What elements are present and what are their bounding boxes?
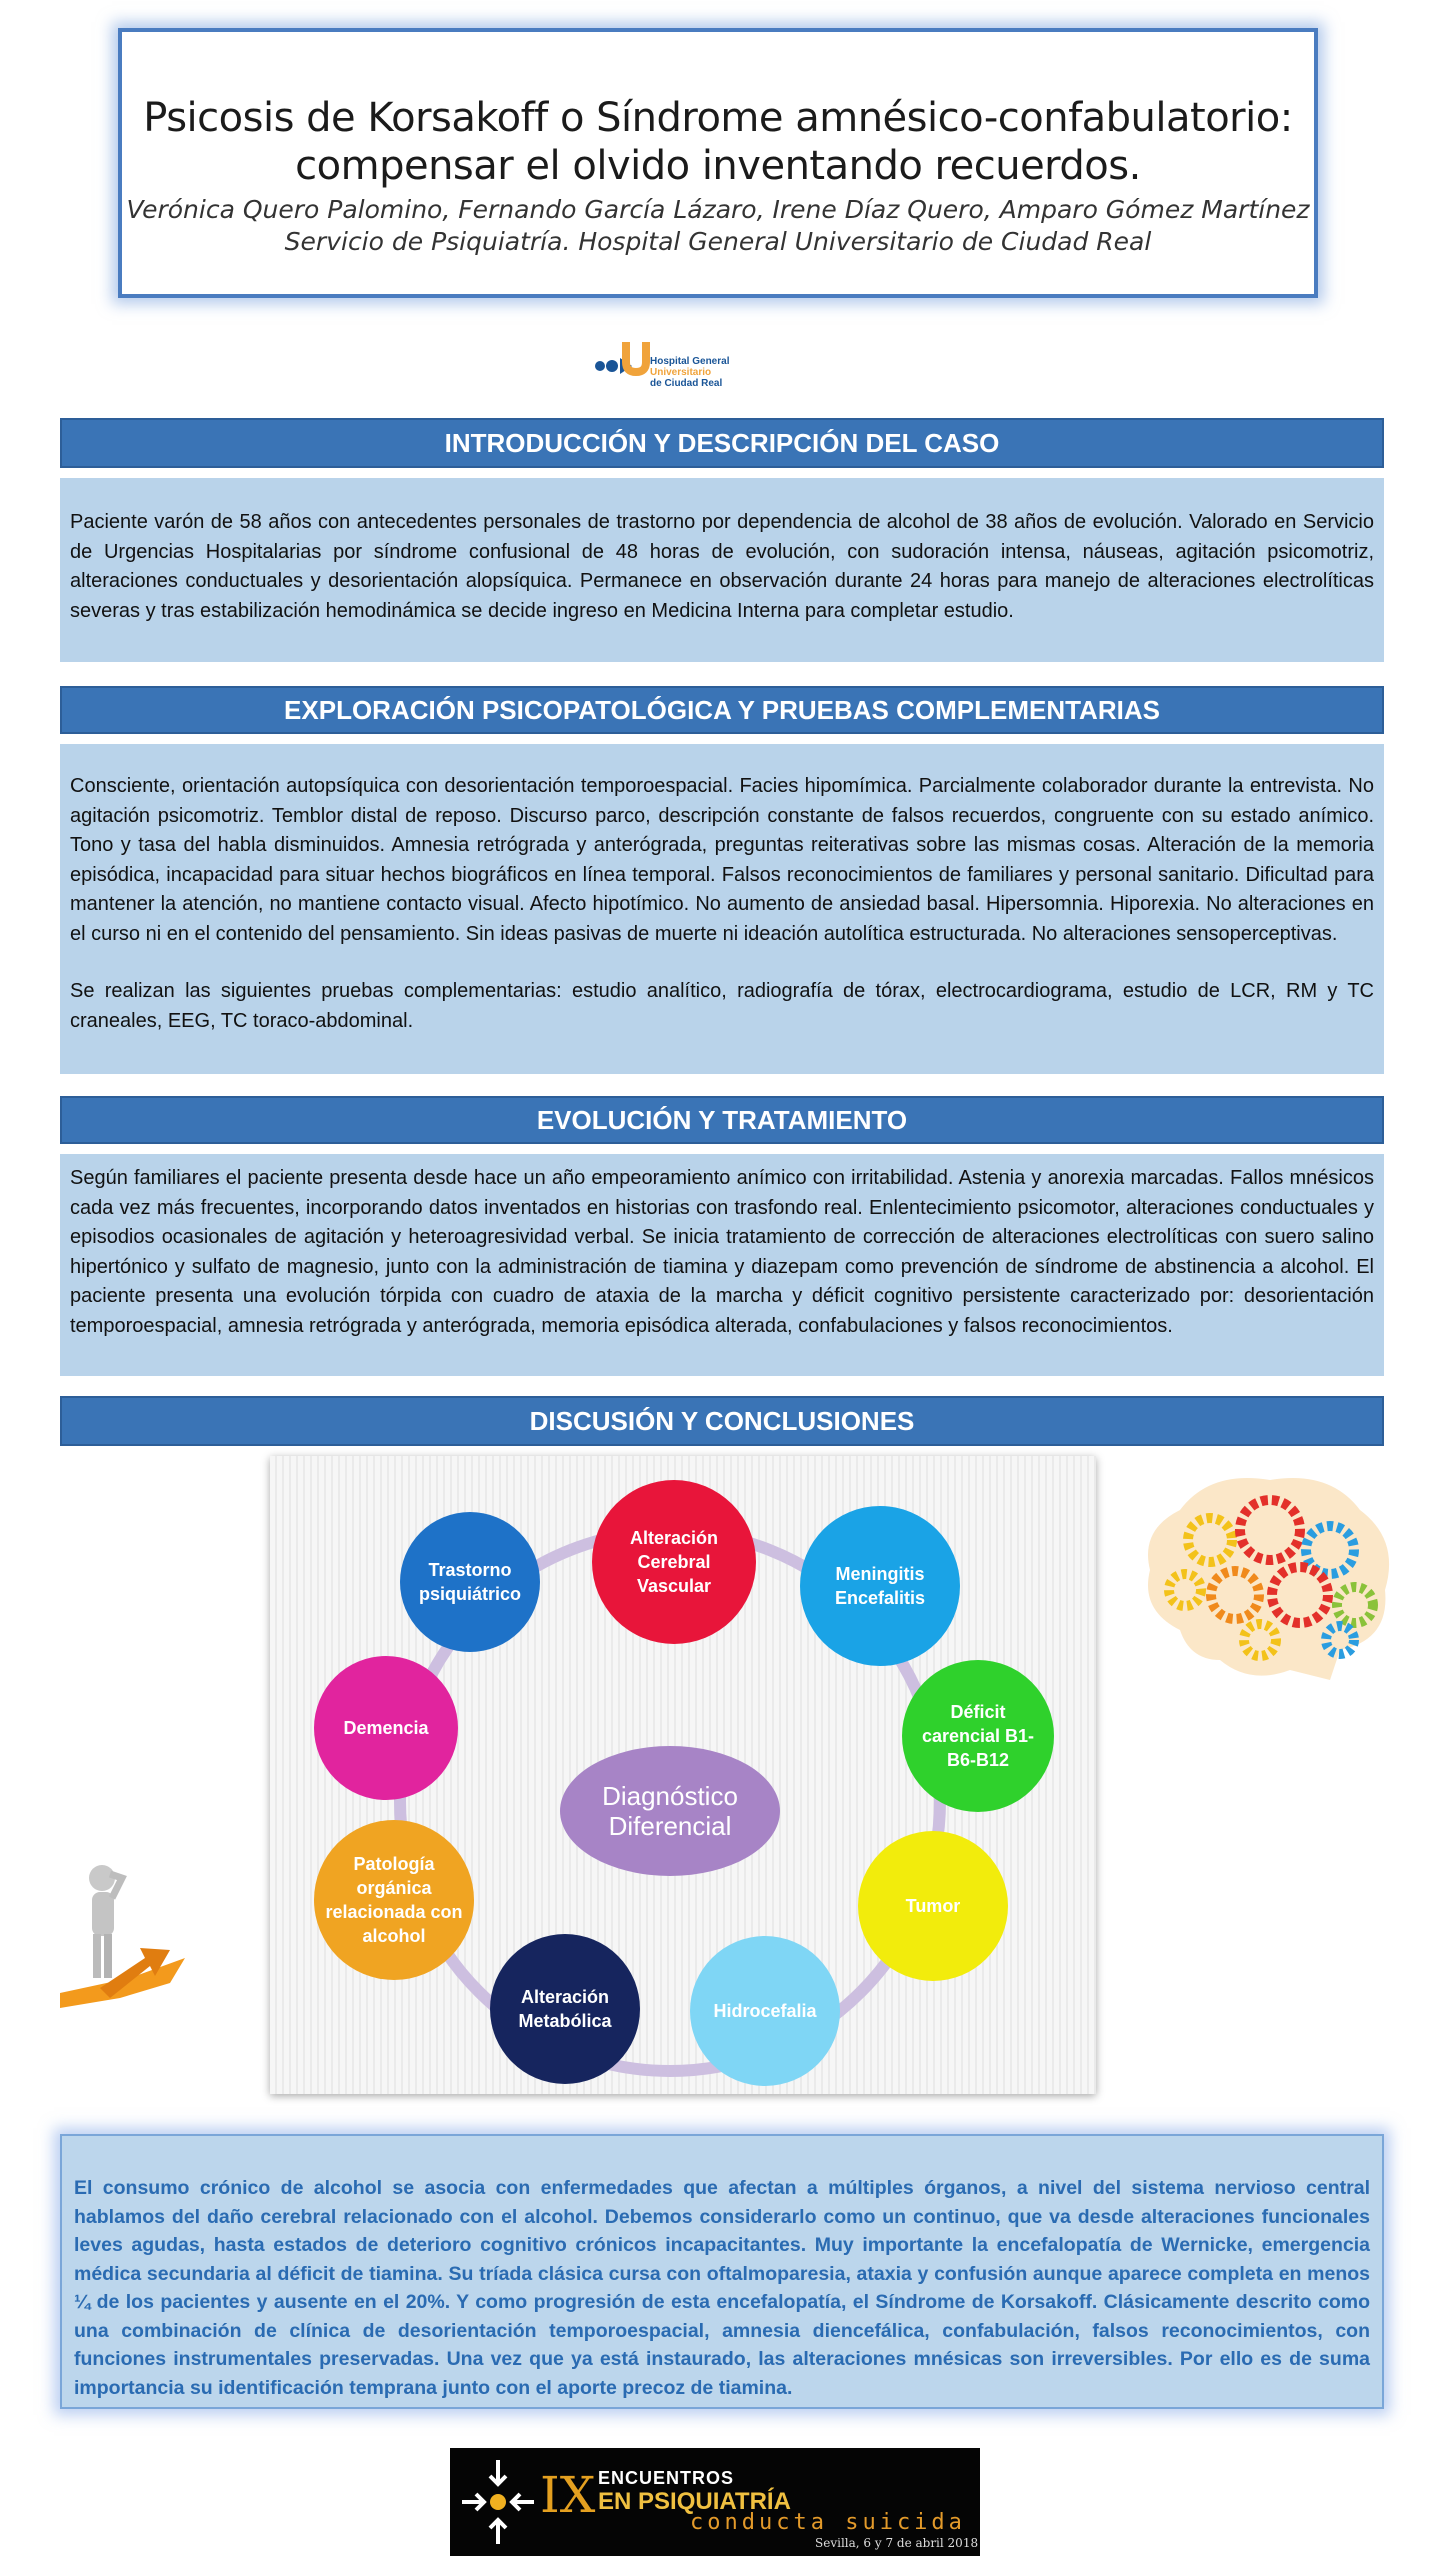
section-heading-evolucion: EVOLUCIÓN Y TRATAMIENTO [60, 1096, 1384, 1144]
evolucion-paragraph: Según familiares el paciente presenta desde hace un año empeoramiento anímico con irritabilidad. Astenia y anorexia marcadas. Fallos mnésicos cada vez más frecuentes, incorporando datos inventados en historias con trasfondo real. Enlentecimiento psicomotor, alteraciones conductuales y episodios ocasionales de agitación y heteroagresividad verbal. Se inicia tratamiento de corrección de alteraciones electrolíticas con suero salino hipertónico y sulfato de magnesio, junto con la administración de tiamina y diazepam como prevención de síndrome de abstinencia a alcohol. El paciente presenta una evolución tórpida con cuadro de ataxia de la marcha y déficit cognitivo persistente caracterizado por: desorientación temporoespacial, amnesia retrógrada y anterógrada, memoria episódica alterada, confabulaciones y falsos reconocimientos. [70, 1167, 1374, 1337]
thinking-person-image [60, 1858, 190, 2008]
diagram-node: Meningitis Encefalitis [800, 1506, 960, 1666]
poster-title-box [118, 28, 1318, 298]
congress-line1: ENCUENTROS [598, 2468, 735, 2488]
intro-paragraph: Paciente varón de 58 años con antecedentes personales de trastorno por dependencia de alcohol de 38 años de evolución. Valorado en Servicio de Urgencias Hospitalarias por síndrome confusional de 48 horas de evolución, con sudoración intensa, náuseas, agitación psicomotriz, alteraciones conductuales y desorientación alopsíquica. Permanece en observación durante 24 horas para manejo de alteraciones electrolíticas severas y tras estabilización hemodinámica se decide ingreso en Medicina Interna para completar estudio. [70, 511, 1374, 622]
congress-logo [450, 2448, 980, 2556]
hospital-logo-icon [590, 328, 650, 398]
exploracion-paragraph-2: Se realizan las siguientes pruebas complementarias: estudio analítico, radiografía de tórax, electrocardiograma, estudio de LCR, RM y TC craneales, EEG, TC toraco-abdominal. [70, 980, 1374, 1032]
conclusion-text: El consumo crónico de alcohol se asocia con enfermedades que afectan a múltiples órganos, a nivel del sistema nervioso central hablamos del daño cerebral relacionado con el alcohol. Debemos considerarlo como un continuo, que va desde alteraciones funcionales leves agudas, hasta estados de deterioro cognitivo crónicos incapacitantes. Muy importante la encefalopatía de Wernicke, emergencia médica secundaria al déficit de tiamina. Su tríada clásica cursa con oftalmoparesia, ataxia y confusión aunque aparece completa en menos ¼ de los pacientes y ausente en el 20%. Y como progresión de esta encefalopatía, el Síndrome de Korsakoff. Clásicamente descrito como una combinación de clínica de desorientación temporoespacial, amnesia diencefálica, confabulación, falsos reconocimientos, con funciones instrumentales preservadas. Una vez que ya está instaurado, las alteraciones mnésicas son irreversibles. Por ello es de suma importancia su identificación temprana junto con el aporte precoz de tiamina. [74, 2177, 1370, 2399]
diagram-node: Alteración Metabólica [490, 1934, 640, 2084]
section-heading-intro: INTRODUCCIÓN Y DESCRIPCIÓN DEL CASO [60, 418, 1384, 468]
congress-numeral: IX [540, 2466, 596, 2524]
exploracion-paragraph-1: Consciente, orientación autopsíquica con desorientación temporoespacial. Facies hipomímica. Parcialmente colaborador durante la entrevista. No agitación psicomotriz. Temblor distal de reposo. Discurso parco, descripción constante de falsos recuerdos, congruente con su estado anímico. Tono y tasa del habla disminuidos. Amnesia retrógrada y anterógrada, preguntas reiterativas sobre las mismas cosas. Alteración de la memoria episódica, incapacidad para situar hechos biográficos en línea temporal. Falsos reconocimientos de familiares y personal sanitario. Dificultad para mantener la atención, no mantiene contacto visual. Afecto hipotímico. No aumento de ansiedad basal. Hipersomnia. Hiporexia. No alteraciones en el curso ni en el contenido del pensamiento. Sin ideas pasivas de muerte ni ideación autolítica estructurada. No alteraciones sensoperceptivas. [70, 775, 1374, 945]
poster-title-line2: compensar el olvido inventando recuerdos. [295, 143, 1141, 189]
diagram-node: Demencia [314, 1656, 458, 1800]
conclusion-box [60, 2134, 1384, 2409]
congress-subtitle: conducta suicida [690, 2510, 966, 2535]
diagram-node: Tumor [858, 1831, 1008, 1981]
section-body-evolucion [60, 1154, 1384, 1376]
section-body-exploracion [60, 744, 1384, 1074]
diagram-node: Déficit carencial B1-B6-B12 [902, 1660, 1054, 1812]
differential-diagnosis-diagram [270, 1456, 1096, 2094]
section-body-intro [60, 478, 1384, 662]
gears-brain-image [1140, 1470, 1400, 1680]
poster-title-line1: Psicosis de Korsakoff o Síndrome amnésico-confabulatorio: [143, 95, 1293, 141]
diagram-node: Hidrocefalia [690, 1936, 840, 2086]
arrows-icon [458, 2448, 538, 2556]
diagram-node: Patología orgánica relacionada con alcohol [314, 1820, 474, 1980]
congress-line2: EN PSIQUIATRÍA [598, 2488, 791, 2515]
affiliation: Servicio de Psiquiatría. Hospital General Universitario de Ciudad Real [284, 227, 1152, 256]
hospital-logo [590, 328, 780, 398]
hospital-logo-text: Hospital General Universitario de Ciudad Real [650, 356, 730, 389]
diagram-node: Trastorno psiquiátrico [400, 1512, 540, 1652]
diagram-center-node: Diagnóstico Diferencial [560, 1746, 780, 1876]
authors: Verónica Quero Palomino, Fernando García Lázaro, Irene Díaz Quero, Amparo Gómez Martínez [126, 195, 1310, 224]
congress-date: Sevilla, 6 y 7 de abril 2018 [815, 2536, 979, 2550]
section-heading-discusion: DISCUSIÓN Y CONCLUSIONES [60, 1396, 1384, 1446]
diagram-node: Alteración Cerebral Vascular [592, 1480, 756, 1644]
section-heading-exploracion: EXPLORACIÓN PSICOPATOLÓGICA Y PRUEBAS COMPLEMENTARIAS [60, 686, 1384, 734]
